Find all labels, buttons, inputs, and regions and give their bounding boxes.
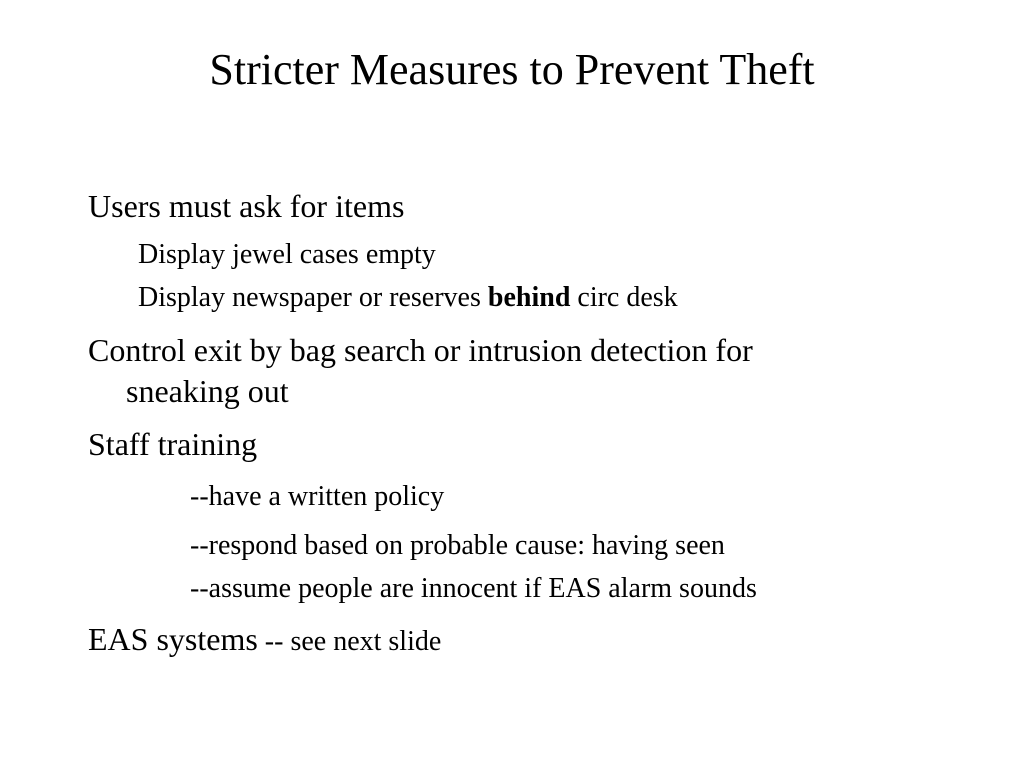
bullet-users-must-ask: Users must ask for items [88,188,405,224]
bullet-staff-training: Staff training [88,426,258,462]
sub-bullet-newspaper-behind: behind [487,282,571,313]
sub-bullet-jewel-cases: Display jewel cases empty [138,239,436,270]
bullet-control-exit-line2: sneaking out [126,373,289,409]
bullet-control-exit-line1: Control exit by bag search or intrusion detection for [88,332,753,368]
slide-title: Stricter Measures to Prevent Theft [209,45,815,94]
eas-systems-text: EAS systems [88,621,258,657]
sub-bullet-newspaper-text-post: circ desk [570,282,678,313]
bullet-eas-systems [88,619,441,662]
see-next-slide-text: -- see next slide [257,626,442,657]
sub-bullet-newspaper [138,281,678,315]
sub-bullet-probable-cause: --respond based on probable cause: having seen [190,530,725,561]
sub-bullet-assume-innocent: --assume people are innocent if EAS alarm sounds [190,573,757,604]
sub-bullet-written-policy: --have a written policy [190,481,445,512]
sub-bullet-newspaper-text-pre: Display newspaper or reserves [138,282,488,313]
